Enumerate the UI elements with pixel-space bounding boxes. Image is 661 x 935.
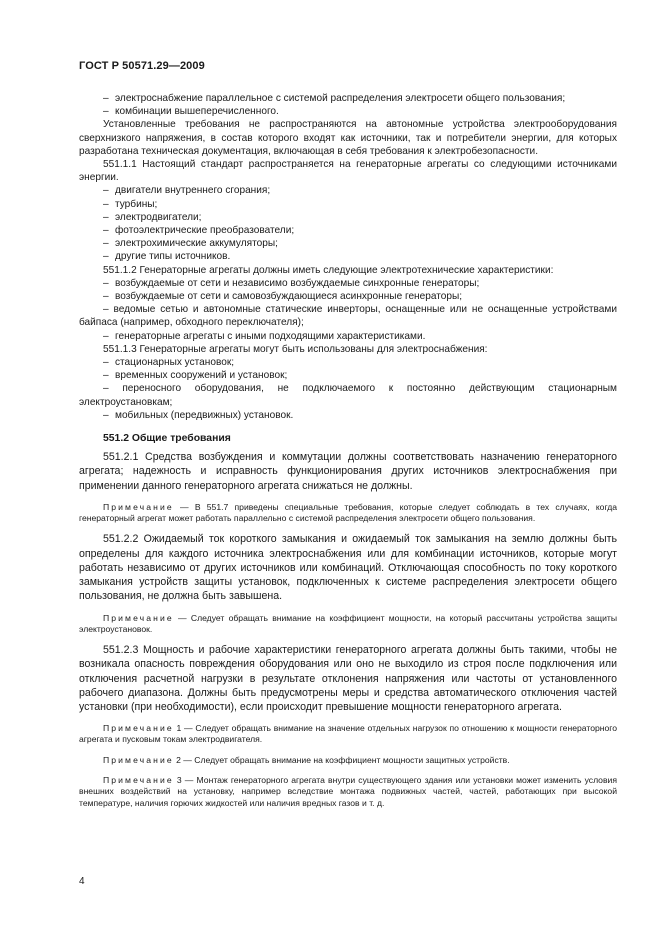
clause-551-2-1: 551.2.1 Средства возбуждения и коммутации должны соответствовать назначению генераторного агрегата; надежность и исправность функционирования других источников электроснабжения при применении данного генераторного агрегата снижаться не должны. — [79, 451, 617, 492]
list-item: – двигатели внутреннего сгорания; — [103, 185, 271, 197]
list-item: – генераторные агрегаты с иными подходящими характеристиками. — [103, 330, 426, 342]
clause-551-1-2: 551.1.2 Генераторные агрегаты должны иметь следующие электротехнические характеристики: — [103, 264, 554, 276]
note: Примечание 2 — Следует обращать внимание на коэффициент мощности защитных устройств. — [103, 754, 510, 765]
page-body — [79, 92, 617, 817]
list-item: – фотоэлектрические преобразователи; — [103, 225, 295, 237]
note: Примечание 3 — Монтаж генераторного агрегата внутри существующего здания или установки может изменить условия внешних воздействий на установку, например вследствие монтажа подвижных частей, частей, работающих при высокой температуре, наличия горючих жидкостей или наличия вредных газов и т. д. — [79, 775, 617, 808]
note: Примечание — В 551.7 приведены специальные требования, которые следует соблюдать в тех случаях, когда генераторный агрегат может работать параллельно с системой распределения электросети общего пользования. — [79, 501, 617, 524]
list-item: – временных сооружений и установок; — [103, 370, 288, 382]
section-heading: 551.2 Общие требования — [103, 433, 231, 445]
clause-551-1-3: 551.1.3 Генераторные агрегаты могут быть использованы для электроснабжения: — [103, 343, 488, 355]
list-item: – электрохимические аккумуляторы; — [103, 238, 278, 250]
list-item: – комбинации вышеперечисленного. — [103, 106, 279, 118]
list-item: – возбуждаемые от сети и самовозбуждающиеся асинхронные генераторы; — [103, 291, 463, 303]
clause-551-2-3: 551.2.3 Мощность и рабочие характеристики генераторного агрегата должны быть такими, чтобы не возникала опасность повреждения оборудования или оно не выходило из строя после подключения или отключения расчетной нагрузки в результате отклонения напряжения или частоты от установленного рабочего диапазона. Должны быть предусмотрены меры и средства автоматического отключения частей установки (при необходимости), если происходит превышение мощности генераторного агрегата. — [79, 644, 617, 713]
list-item: – электродвигатели; — [103, 211, 202, 223]
document-header: ГОСТ Р 50571.29—2009 — [79, 60, 205, 72]
paragraph-requirements: Установленные требования не распространяются на автономные устройства электрооборудования сверхнизкого напряжения, в состав которого входят как источники, так и потребители энергии, для которых разработана техническая документация, включающая в себя требования к электробезопасности. — [79, 119, 617, 157]
list-item: – электроснабжение параллельное с системой распределения электросети общего пользования; — [103, 93, 566, 104]
list-item: – переносного оборудования, не подключаемого к постоянно действующим стационарным электроустановкам; — [79, 383, 617, 408]
list-item: – турбины; — [103, 198, 158, 210]
note: Примечание — Следует обращать внимание на коэффициент мощности, на который рассчитаны устройства защиты электроустановок. — [79, 612, 617, 634]
list-item: – другие типы источников. — [103, 251, 231, 263]
list-item: – возбуждаемые от сети и независимо возбуждаемые синхронные генераторы; — [103, 277, 480, 289]
list-item: – мобильных (передвижных) установок. — [103, 409, 294, 421]
clause-551-2-2: 551.2.2 Ожидаемый ток короткого замыкания и ожидаемый ток замыкания на землю должны быть определены для каждого источника электроснабжения или для комбинации источников, которые могут работать независимо от других источников или комбинаций. Отключающая способность по току короткого замыкания устройств защиты установок, подключенных к системе распределения электросети общего пользования, не должна быть завышена. — [79, 533, 617, 603]
clause-551-1-1: 551.1.1 Настоящий стандарт распространяется на генераторные агрегаты со следующими источниками энергии. — [79, 159, 617, 184]
list-item: – стационарных установок; — [103, 357, 235, 369]
list-item: – ведомые сетью и автономные статические инверторы, оснащенные или не оснащенные устройствами байпаса (например, обходного переключателя); — [79, 304, 617, 329]
note: Примечание 1 — Следует обращать внимание на значение отдельных нагрузок по отношению к мощности генераторного агрегата и пусковым токам электродвигателя. — [79, 723, 617, 745]
page-number: 4 — [79, 876, 85, 887]
